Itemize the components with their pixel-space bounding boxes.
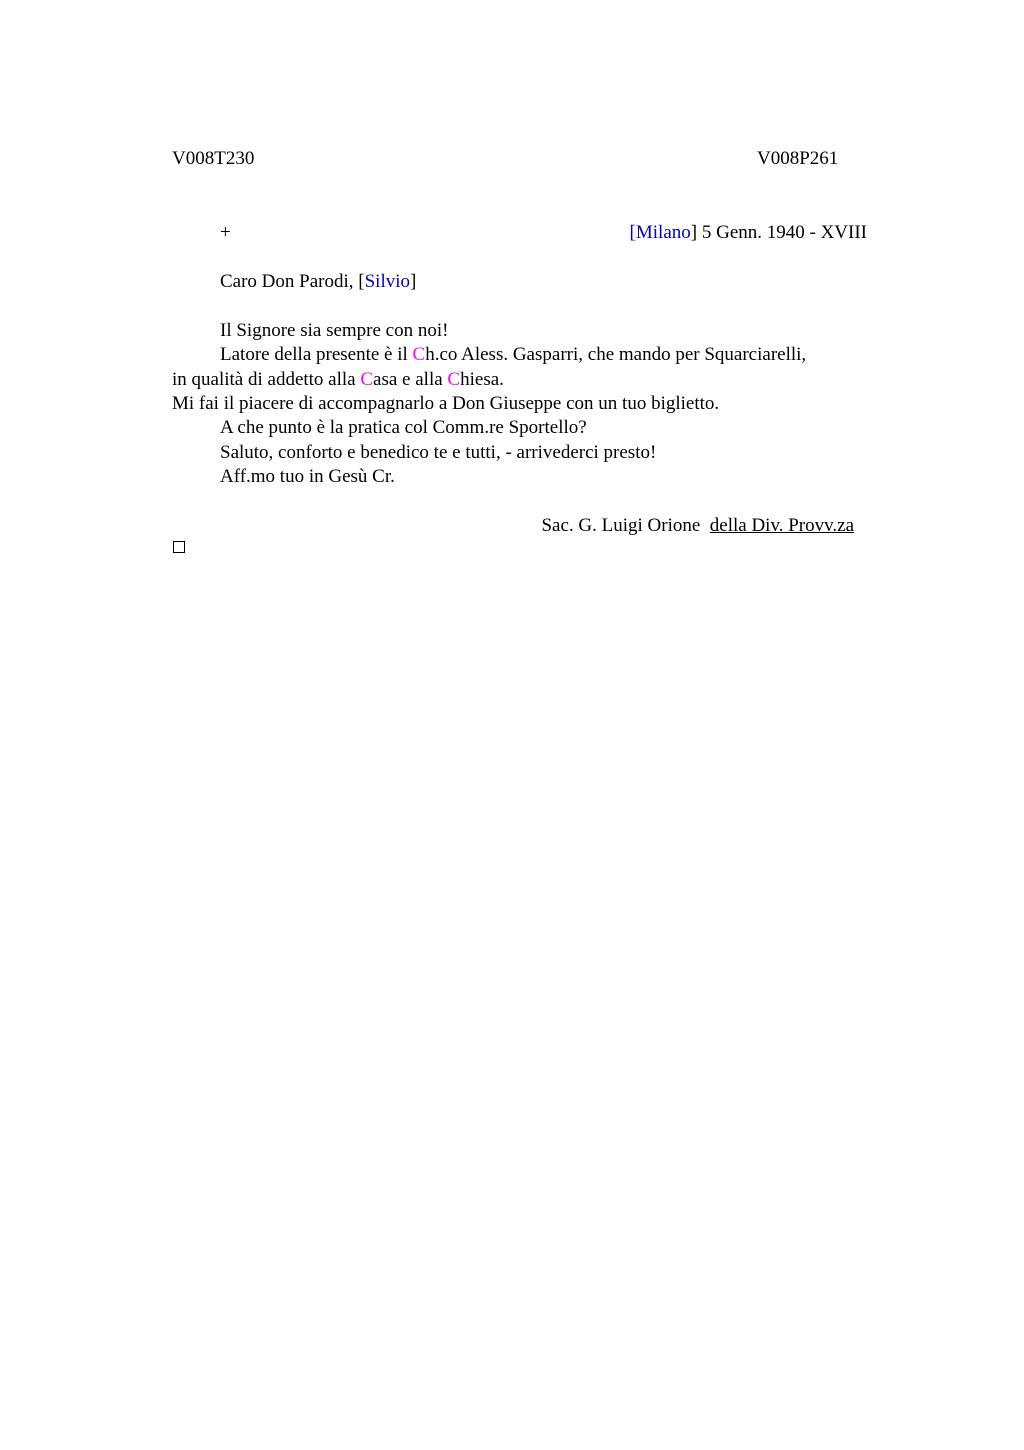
signature-name: Sac. G. Luigi Orione — [541, 515, 701, 536]
body-line-3-start: in qualità di addetto alla — [172, 369, 361, 390]
document-code-right: V008P261 — [757, 148, 839, 169]
body-line-4: Mi fai il piacere di accompagnarlo a Don Giuseppe con un tuo biglietto. — [172, 393, 720, 414]
document-code-left: V008T230 — [172, 148, 255, 169]
date-bracket-open: [ — [629, 222, 636, 243]
body-line-6: Saluto, conforto e benedico te e tutti, - arrivederci presto! — [220, 442, 657, 463]
signature — [541, 516, 854, 535]
date-line — [630, 223, 867, 242]
body-line-2-end: h.co Aless. Gasparri, che mando per Squarciarelli, — [425, 344, 807, 365]
square-box-icon — [173, 541, 185, 553]
salutation — [220, 272, 416, 291]
highlight-letter: C — [412, 344, 426, 365]
signature-title: della Div. Provv.za — [709, 515, 854, 536]
body-line-3 — [172, 370, 504, 389]
date-place: Milano — [635, 222, 691, 243]
body-line-2-start: Latore della presente è il — [220, 344, 413, 365]
date-text: 5 Genn. 1940 - XVIII — [697, 222, 867, 243]
date-bracket-close: ] — [690, 222, 698, 243]
salutation-bracket-close: ] — [410, 271, 417, 292]
body-line-1: Il Signore sia sempre con noi! — [220, 320, 449, 341]
body-line-3-end: hiesa. — [460, 369, 504, 390]
closing-line: Aff.mo tuo in Gesù Cr. — [220, 466, 395, 487]
salutation-text: Caro Don Parodi, — [220, 271, 359, 292]
body-line-3-middle: asa e alla — [373, 369, 448, 390]
cross-mark: + — [220, 222, 231, 243]
salutation-bracket-open: [ — [358, 271, 365, 292]
body-line-2 — [220, 345, 806, 364]
highlight-letter: C — [360, 369, 374, 390]
highlight-letter: C — [447, 369, 461, 390]
body-line-5: A che punto è la pratica col Comm.re Sportello? — [220, 417, 587, 438]
salutation-name: Silvio — [364, 271, 410, 292]
